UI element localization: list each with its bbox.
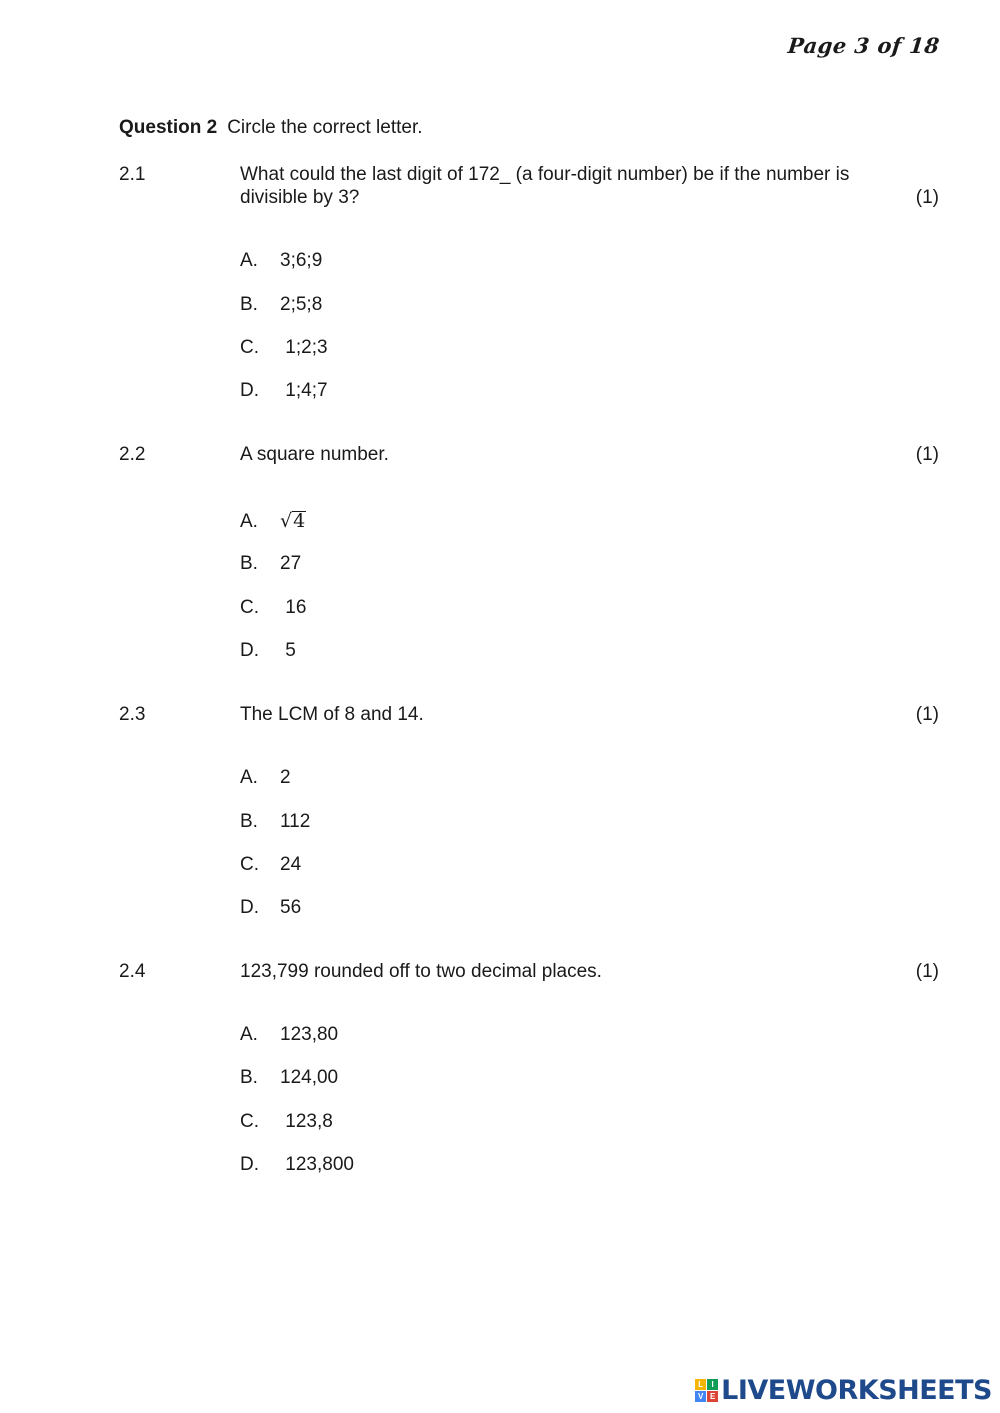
logo-text: LIVEWORKSHEETS [721, 1374, 992, 1406]
option-letter: B. [240, 811, 258, 832]
option-d[interactable] [240, 640, 296, 663]
question-text: The LCM of 8 and 14. [240, 704, 424, 725]
option-letter: C. [240, 597, 259, 618]
option-text: 1;2;3 [280, 337, 328, 358]
option-text: 16 [280, 597, 307, 618]
option-a[interactable] [240, 510, 306, 534]
option-c[interactable] [240, 854, 301, 877]
option-letter: C. [240, 854, 259, 875]
question-number: 2.3 [119, 704, 146, 725]
option-text: 124,00 [280, 1067, 339, 1088]
option-letter: A. [240, 1024, 258, 1045]
option-text: 123,80 [280, 1024, 339, 1045]
logo-tile: E [707, 1391, 718, 1402]
question-text-continued: divisible by 3? [240, 187, 360, 208]
logo-tile: V [695, 1391, 706, 1402]
option-c[interactable] [240, 337, 328, 360]
option-text: 27 [280, 553, 302, 574]
option-letter: A. [240, 511, 258, 532]
question-text: What could the last digit of 172_ (a four-digit number) be if the number is [240, 164, 850, 185]
square-root-icon: √ [280, 510, 293, 532]
question-text: A square number. [240, 444, 389, 465]
option-letter: D. [240, 640, 259, 661]
option-text: 2 [280, 767, 291, 788]
option-text: 56 [280, 897, 302, 918]
option-letter: B. [240, 553, 258, 574]
option-d[interactable] [240, 380, 328, 403]
option-text: 2;5;8 [280, 294, 323, 315]
question-number: 2.1 [119, 164, 146, 185]
option-letter: A. [240, 250, 258, 271]
option-a[interactable] [240, 1024, 338, 1047]
option-a[interactable] [240, 767, 291, 790]
option-d[interactable] [240, 897, 301, 920]
question-marks: (1) [915, 444, 939, 465]
option-letter: D. [240, 380, 259, 401]
option-b[interactable] [240, 1067, 338, 1090]
question-marks: (1) [915, 187, 939, 208]
option-letter: B. [240, 1067, 258, 1088]
option-c[interactable] [240, 1111, 333, 1134]
option-letter: B. [240, 294, 258, 315]
option-a[interactable] [240, 250, 322, 273]
option-letter: D. [240, 1154, 259, 1175]
liveworksheets-logo-icon [695, 1379, 718, 1402]
question-text: 123,799 rounded off to two decimal places. [240, 961, 602, 982]
option-text: 123,800 [280, 1154, 354, 1175]
radicand: 4 [293, 510, 306, 532]
option-text: 3;6;9 [280, 250, 323, 271]
logo-tile: L [695, 1379, 706, 1390]
option-text: 123,8 [280, 1111, 333, 1132]
square-root-expression [280, 510, 306, 532]
option-b[interactable] [240, 811, 310, 834]
option-b[interactable] [240, 553, 301, 576]
question-number: 2.2 [119, 444, 146, 465]
logo-tile: I [707, 1379, 718, 1390]
question-marks: (1) [915, 961, 939, 982]
page-number: Page 3 of 18 [787, 33, 942, 58]
question-marks: (1) [915, 704, 939, 725]
liveworksheets-logo[interactable] [695, 1375, 992, 1407]
option-text: 1;4;7 [280, 380, 328, 401]
option-text: 112 [280, 811, 311, 832]
option-letter: A. [240, 767, 258, 788]
option-letter: C. [240, 337, 259, 358]
option-letter: C. [240, 1111, 259, 1132]
option-b[interactable] [240, 294, 322, 317]
option-text: 5 [280, 640, 296, 661]
question-heading [119, 117, 423, 140]
question-title: Question 2 [119, 117, 218, 138]
option-text: 24 [280, 854, 302, 875]
question-instruction: Circle the correct letter. [227, 117, 423, 138]
question-number: 2.4 [119, 961, 146, 982]
option-c[interactable] [240, 597, 306, 620]
option-d[interactable] [240, 1154, 354, 1177]
option-letter: D. [240, 897, 259, 918]
